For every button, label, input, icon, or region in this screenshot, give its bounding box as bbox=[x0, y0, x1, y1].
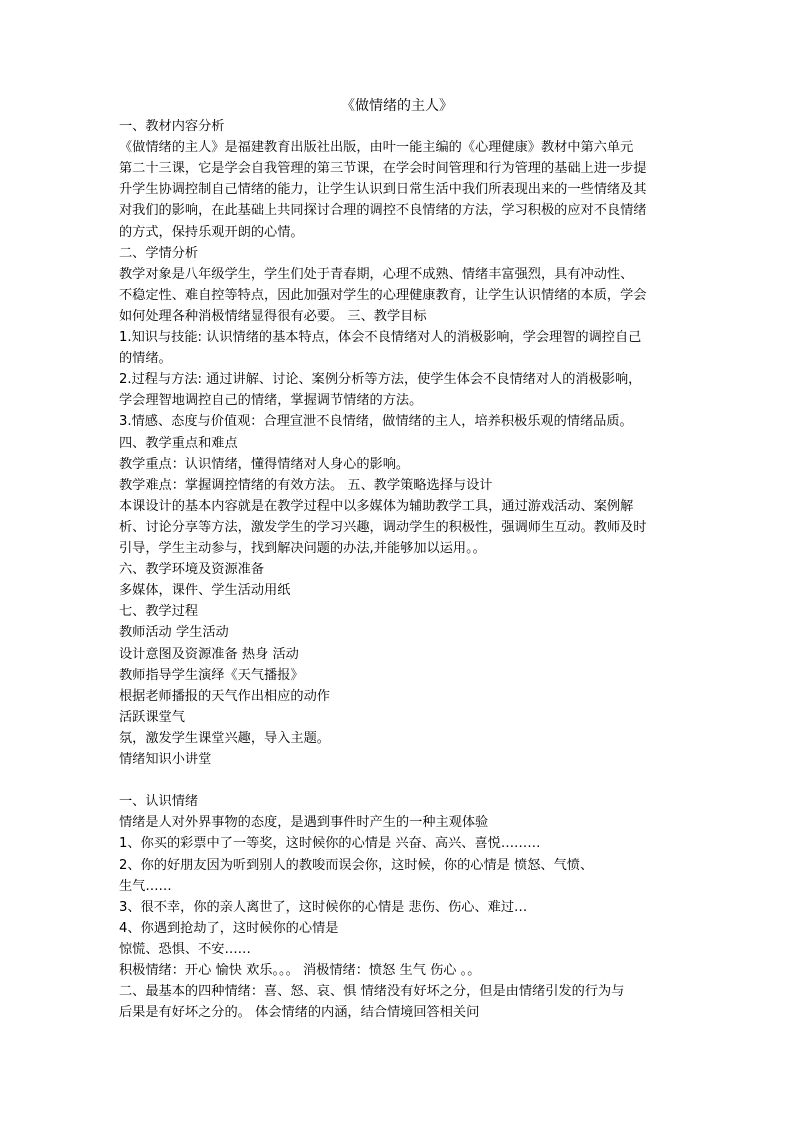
text-line: 活跃课堂气 bbox=[119, 709, 185, 725]
text-line: 设计意图及资源准备 热身 活动 bbox=[119, 646, 299, 662]
text-line: 引导，学生主动参与，找到解决问题的办法,并能够加以运用。。 bbox=[119, 541, 486, 556]
text-line: 的情绪。 bbox=[119, 351, 172, 367]
text-line: 根据老师播报的天气作出相应的动作 bbox=[119, 688, 330, 704]
text-line: 3.情感、态度与价值观：合理宣泄不良情绪，做情绪的主人，培养积极乐观的情绪品质。 bbox=[119, 414, 633, 430]
text-line: 2、你的好朋友因为听到别人的教唆而误会你，这时候，你的心情是 愤怒、气愤、 bbox=[119, 857, 594, 873]
text-line: 六、教学环境及资源准备 bbox=[119, 562, 265, 578]
text-line: 本课设计的基本内容就是在教学过程中以多媒体为辅助教学工具，通过游戏活动、案例解 bbox=[119, 498, 634, 514]
text-line: 一、教材内容分析 bbox=[119, 119, 225, 134]
text-line: 后果是有好坏之分的。 体会情绪的内涵，结合情境回答相关问 bbox=[119, 1005, 480, 1021]
text-line: 1、你买的彩票中了一等奖，这时候你的心情是 兴奋、高兴、喜悦……… bbox=[119, 836, 541, 852]
text-line: 四、教学重点和难点 bbox=[119, 435, 238, 451]
text-line: 积极情绪：开心 愉快 欢乐。。。 消极情绪：愤怒 生气 伤心 。。 bbox=[119, 963, 481, 978]
text-line: 教师活动 学生活动 bbox=[119, 625, 229, 641]
text-line: 七、教学过程 bbox=[119, 604, 199, 620]
text-line: 情绪是人对外界事物的态度，是遇到事件时产生的一种主观体验 bbox=[119, 815, 489, 831]
text-line: 氛，激发学生课堂兴趣，导入主题。 bbox=[119, 730, 330, 746]
text-line: 3、很不幸，你的亲人离世了，这时候你的心情是 悲伤、伤心、难过… bbox=[119, 899, 528, 915]
text-line: 教学难点：掌握调控情绪的有效方法。 五、教学策略选择与设计 bbox=[119, 477, 493, 493]
text-line: 二、最基本的四种情绪：喜、怒、哀、惧 情绪没有好坏之分，但是由情绪引发的行为与 bbox=[119, 984, 625, 1000]
text-line: 对我们的影响，在此基础上共同探讨合理的调控不良情绪的方法，学习积极的应对不良情绪 bbox=[119, 203, 647, 219]
text-line: 多媒体，课件、学生活动用纸 bbox=[119, 583, 291, 599]
text-line: 2.过程与方法: 通过讲解、讨论、案例分析等方法，使学生体会不良情绪对人的消极影响， bbox=[119, 372, 642, 388]
text-line: 生气…… bbox=[119, 878, 172, 894]
text-line: 一、认识情绪 bbox=[119, 794, 199, 810]
text-line: 如何处理各种消极情绪显得很有必要。 三、教学目标 bbox=[119, 308, 427, 324]
text-line: 的方式，保持乐观开朗的心情。 bbox=[119, 224, 304, 240]
text-line: 惊慌、恐惧、不安…… bbox=[119, 941, 251, 957]
text-line: 《做情绪的主人》是福建教育出版社出版，由叶一能主编的《心理健康》教材中第六单元 bbox=[119, 140, 634, 156]
text-line: 教学重点：认识情绪，懂得情绪对人身心的影响。 bbox=[119, 456, 410, 472]
text-line: 二、学情分析 bbox=[119, 245, 199, 261]
text-line: 4、你遇到抢劫了，这时候你的心情是 bbox=[119, 920, 339, 936]
text-line: 情绪知识小讲堂 bbox=[119, 752, 212, 767]
text-line: 不稳定性、难自控等特点，因此加强对学生的心理健康教育，让学生认识情绪的本质，学会 bbox=[119, 287, 647, 303]
text-line: 升学生协调控制自己情绪的能力，让学生认识到日常生活中我们所表现出来的一些情绪及其 bbox=[119, 182, 647, 198]
text-line: 教学对象是八年级学生，学生们处于青春期，心理不成熟、情绪丰富强烈，具有冲动性、 bbox=[119, 266, 634, 282]
text-line: 学会理智地调控自己的情绪，掌握调节情绪的方法。 bbox=[119, 393, 423, 409]
text-line: 第二十三课，它是学会自我管理的第三节课，在学会时间管理和行为管理的基础上进一步提 bbox=[119, 161, 647, 177]
text-line: 析、讨论分享等方法，激发学生的学习兴趣，调动学生的积极性，强调师生互动。教师及时 bbox=[119, 519, 647, 535]
text-line: 教师指导学生演绎《天气播报》 bbox=[119, 667, 304, 683]
text-line: 1.知识与技能: 认识情绪的基本特点，体会不良情绪对人的消极影响，学会理智的调控自己 bbox=[119, 330, 642, 345]
page-title: 《做情绪的主人》 bbox=[341, 98, 453, 114]
